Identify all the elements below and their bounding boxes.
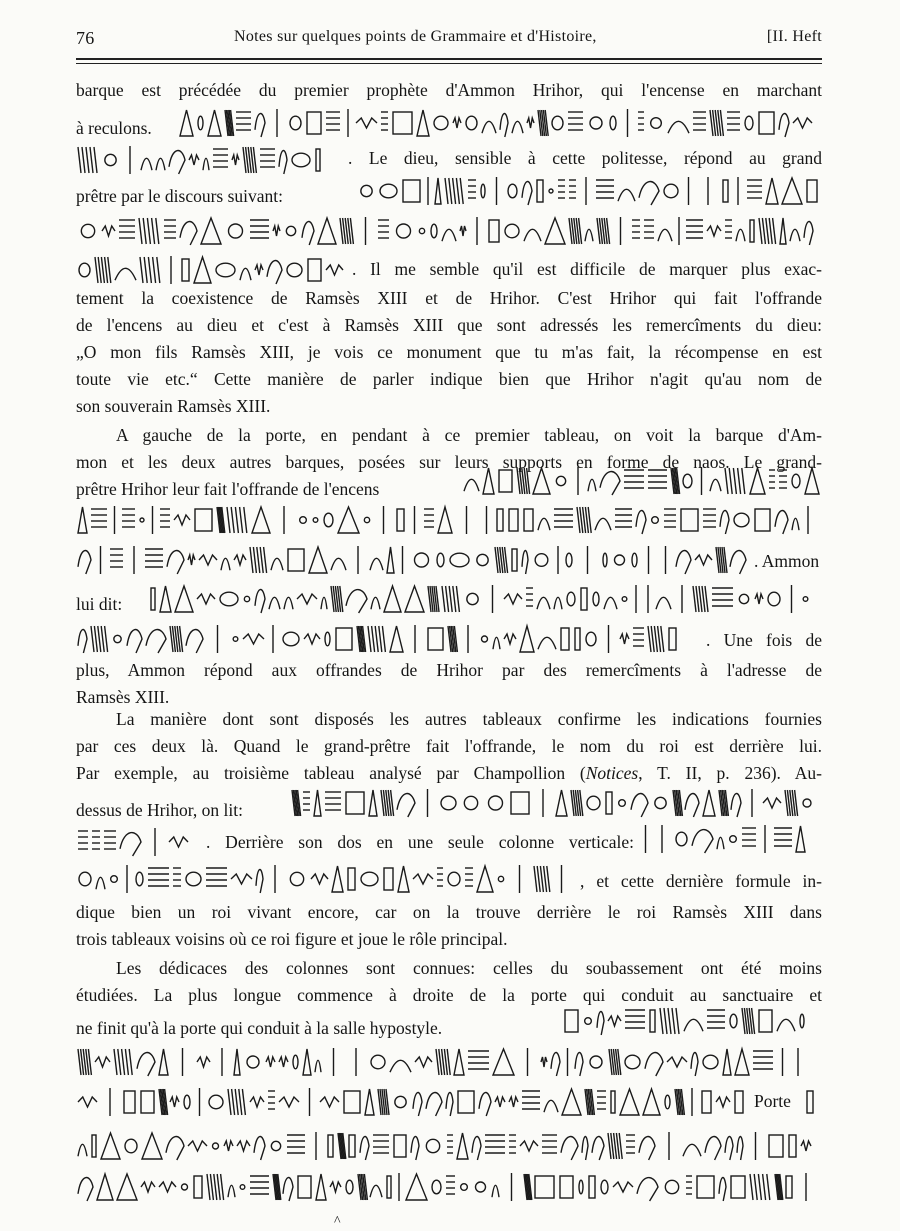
text-line: plus, Ammon répond aux offrandes de Hrihor par des remercîments à l'adresse de [76,660,822,680]
text-line: par ces deux là. Quand le grand-prêtre fait l'offrande, le nom du roi est derrière lui. [76,736,822,756]
hieroglyph-inscription [562,1004,822,1038]
hieroglyph-inscription [76,1085,748,1119]
text-line: lui dit: [76,594,123,614]
hieroglyph-inscription [462,464,822,498]
header-rule [76,58,822,60]
running-title: Notes sur quelques points de Grammaire et d'Histoire, [234,28,597,45]
text-line: son souverain Ramsès XIII. [76,396,271,416]
text-line: „O mon fils Ramsès XIII, je vois ce monument que tu m'as fait, la récompense en est [76,342,822,362]
text-line: dessus de Hrihor, on lit: [76,800,243,820]
hieroglyph-inscription [76,825,200,859]
text-line: prêtre Hrihor leur fait l'offrande de l'encens [76,479,380,499]
header-rule-thin [76,63,822,64]
hieroglyph-inscription [356,174,822,208]
text-line: étudiées. La plus longue commence à droite de la porte qui conduit au sanctuaire et [76,985,822,1005]
text-line: . Ammon [754,551,820,571]
text-line: barque est précédée du premier prophète d'Ammon Hrihor, qui l'encense en marchant [76,80,822,100]
porte-label: Porte [754,1091,791,1111]
text-line: mon et les deux autres barques, posées sur leurs supports en forme de naos. Le grand- [76,452,822,472]
hieroglyph-inscription [76,1170,822,1204]
text-line: trois tableaux voisins où ce roi figure et joue le rôle principal. [76,929,508,949]
hieroglyph-inscription [76,253,346,287]
text-line: . Derrière son dos en une seule colonne verticale: [206,832,634,852]
page-number: 76 [76,28,95,48]
text-line: de l'encens au dieu et c'est à Ramsès XIII que sont adressés les remercîments du dieu: [76,315,822,335]
text-line: Par exemple, au troisième tableau analysé par Champollion (Notices, T. II, p. 236). Au- [76,763,822,783]
hieroglyph-inscription [76,1045,822,1079]
text-line: , et cette dernière formule in- [580,871,822,891]
text-line: . Il me semble qu'il est difficile de marquer plus exac- [352,259,822,279]
hieroglyph-inscription [148,582,822,616]
text-line: Ramsès XIII. [76,687,170,707]
hieroglyph-inscription [76,143,342,177]
text-line: prêtre par le discours suivant: [76,186,284,206]
caret-mark: ^ [334,1214,341,1229]
hieroglyph-inscription [640,822,822,856]
hieroglyph-inscription [76,1129,822,1163]
hieroglyph-inscription [804,1085,822,1119]
issue-marker: [II. Heft [766,28,822,45]
text-line: toute vie etc.“ Cette manière de parler indique bien que Hrihor n'agit qu'au nom de [76,369,822,389]
text-line: . Une fois de [706,630,822,650]
text-line: dique bien un roi vivant encore, car on la trouve derrière le roi Ramsès XIII dans [76,902,822,922]
running-head [76,28,822,52]
hieroglyph-inscription [76,862,574,896]
hieroglyph-inscription [178,106,822,140]
text-line: . Le dieu, sensible à cette politesse, répond au grand [348,148,822,168]
text-line: ne finit qu'à la porte qui conduit à la salle hypostyle. [76,1018,443,1038]
hieroglyph-inscription [76,543,748,577]
hieroglyph-inscription [290,786,822,820]
hieroglyph-inscription [76,622,700,656]
text-line: tement la coexistence de Ramsès XIII et de Hrihor. C'est Hrihor qui fait l'offrande [76,288,822,308]
text-line: La manière dont sont disposés les autres tableaux confirme les indications fournies [116,709,822,729]
text-line: A gauche de la porte, en pendant à ce premier tableau, on voit la barque d'Am- [116,425,822,445]
hieroglyph-inscription [76,214,822,248]
text-line: à reculons. [76,118,152,138]
hieroglyph-inscription [76,503,822,537]
text-line: Les dédicaces des colonnes sont connues: celles du soubassement ont été moins [116,958,822,978]
